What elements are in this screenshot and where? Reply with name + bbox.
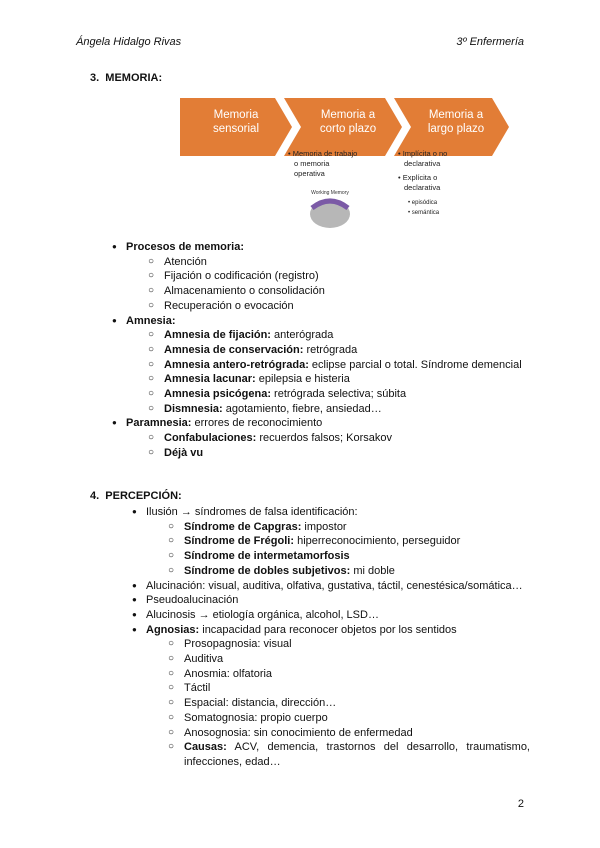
list-item-pseudoalucinacion: ● Pseudoalucinación bbox=[110, 593, 530, 608]
step-3-line-1: Memoria a largo plazo bbox=[427, 109, 485, 135]
step-2-line-1: Memoria a corto plazo bbox=[319, 109, 377, 135]
list-item: ○ Déjà vu bbox=[146, 446, 530, 461]
short-term-note: • Memoria de trabajo o memoria operativa bbox=[288, 149, 358, 178]
list-item: ○ Síndrome de dobles subjetivos: mi doble bbox=[166, 564, 530, 579]
list-item: ○ Táctil bbox=[166, 681, 530, 696]
long-term-note-1: • Implícita o no declarativa bbox=[398, 149, 448, 168]
list-item-alucinosis: ● Alucinosis → etiología orgánica, alcohol, LSD… bbox=[110, 608, 530, 623]
list-item-agnosias: ● Agnosias: incapacidad para reconocer objetos por los sentidos ○ Prosopagnosia: visual ○ Auditiva ○ Anosmia: olfatoria ○ Táctil ○ Espacial: distancia, dirección… ○ Somatognosia: propio cuerpo ○ Anosognosia: sin conocimiento de enfermedad ○ Causas: ACV, demencia, trastornos del desarrollo, traumatismo, infecciones, edad… bbox=[110, 623, 530, 770]
list-item: ○ Síndrome de Frégoli: hiperreconocimiento, perseguidor bbox=[166, 534, 530, 549]
perception-list bbox=[90, 505, 530, 770]
list-item-paramnesia: ● Paramnesia: errores de reconocimiento ○ Confabulaciones: recuerdos falsos; Korsakov ○ Déjà vu bbox=[90, 416, 530, 460]
list-item: ○ Confabulaciones: recuerdos falsos; Korsakov bbox=[146, 431, 530, 446]
section-3-heading: 3. MEMORIA: bbox=[90, 72, 163, 84]
course-name: 3º Enfermería bbox=[456, 36, 524, 48]
list-item-alucinacion: ● Alucinación: visual, auditiva, olfativa, gustativa, táctil, cenestésica/somática… bbox=[110, 579, 530, 594]
list-item: ○ Prosopagnosia: visual bbox=[166, 637, 530, 652]
list-item: ○ Amnesia lacunar: epilepsia e histeria bbox=[146, 372, 530, 387]
list-item: ○ Auditiva bbox=[166, 652, 530, 667]
list-item: ○ Síndrome de intermetamorfosis bbox=[166, 549, 530, 564]
memory-process-diagram bbox=[180, 96, 510, 246]
svg-text:Working Memory: Working Memory bbox=[311, 190, 349, 196]
step-1-line-1: Memoria sensorial bbox=[212, 109, 260, 135]
brain-icon bbox=[310, 190, 350, 228]
long-term-note-2: • Explícita o declarativa bbox=[398, 173, 441, 192]
list-item: ○ Espacial: distancia, dirección… bbox=[166, 696, 530, 711]
list-item-ilusion: ● Ilusión → síndromes de falsa identificación: ○ Síndrome de Capgras: impostor ○ Síndrome de Frégoli: hiperreconocimiento, perseguidor ○ Síndrome de intermetamorfosis ○ Síndrome de dobles subjetivos: mi doble bbox=[110, 505, 530, 579]
list-item: ○ Amnesia antero-retrógrada: eclipse parcial o total. Síndrome demencial bbox=[146, 358, 530, 373]
memory-list bbox=[90, 240, 530, 461]
list-item: ○ Almacenamiento o consolidación bbox=[146, 284, 530, 299]
list-item-amnesia: ● Amnesia: ○ Amnesia de fijación: anterógrada ○ Amnesia de conservación: retrógrada ○ Amnesia antero-retrógrada: eclipse parcial o total. Síndrome demencial ○ Amnesia lacunar: epilepsia e histeria ○ Amnesia psicógena: retrógrada selectiva; súbita ○ Dismnesia: agotamiento, fiebre, ansiedad… bbox=[90, 314, 530, 417]
long-term-sub-2: • semántica bbox=[408, 210, 440, 216]
list-item: ○ Amnesia psicógena: retrógrada selectiva; súbita bbox=[146, 387, 530, 402]
list-item: ○ Atención bbox=[146, 255, 530, 270]
section-4-heading: 4. PERCEPCIÓN: bbox=[90, 490, 182, 502]
list-item: ○ Síndrome de Capgras: impostor bbox=[166, 520, 530, 535]
page-header bbox=[76, 36, 524, 52]
list-item: ○ Fijación o codificación (registro) bbox=[146, 269, 530, 284]
list-item: ○ Recuperación o evocación bbox=[146, 299, 530, 314]
list-item: ○ Causas: ACV, demencia, trastornos del desarrollo, traumatismo, infecciones, edad… bbox=[166, 740, 530, 769]
list-item: ○ Dismnesia: agotamiento, fiebre, ansiedad… bbox=[146, 402, 530, 417]
list-item: ○ Amnesia de conservación: retrógrada bbox=[146, 343, 530, 358]
long-term-sub-1: • episódica bbox=[408, 200, 438, 206]
author-name: Ángela Hidalgo Rivas bbox=[76, 36, 182, 48]
list-item: ○ Anosognosia: sin conocimiento de enfermedad bbox=[166, 726, 530, 741]
page-number: 2 bbox=[517, 798, 524, 810]
list-item: ○ Amnesia de fijación: anterógrada bbox=[146, 328, 530, 343]
list-item: ○ Somatognosia: propio cuerpo bbox=[166, 711, 530, 726]
list-item-procesos: ● Procesos de memoria: ○ Atención ○ Fijación o codificación (registro) ○ Almacenamiento o consolidación ○ Recuperación o evocación bbox=[90, 240, 530, 314]
list-item: ○ Anosmia: olfatoria bbox=[166, 667, 530, 682]
